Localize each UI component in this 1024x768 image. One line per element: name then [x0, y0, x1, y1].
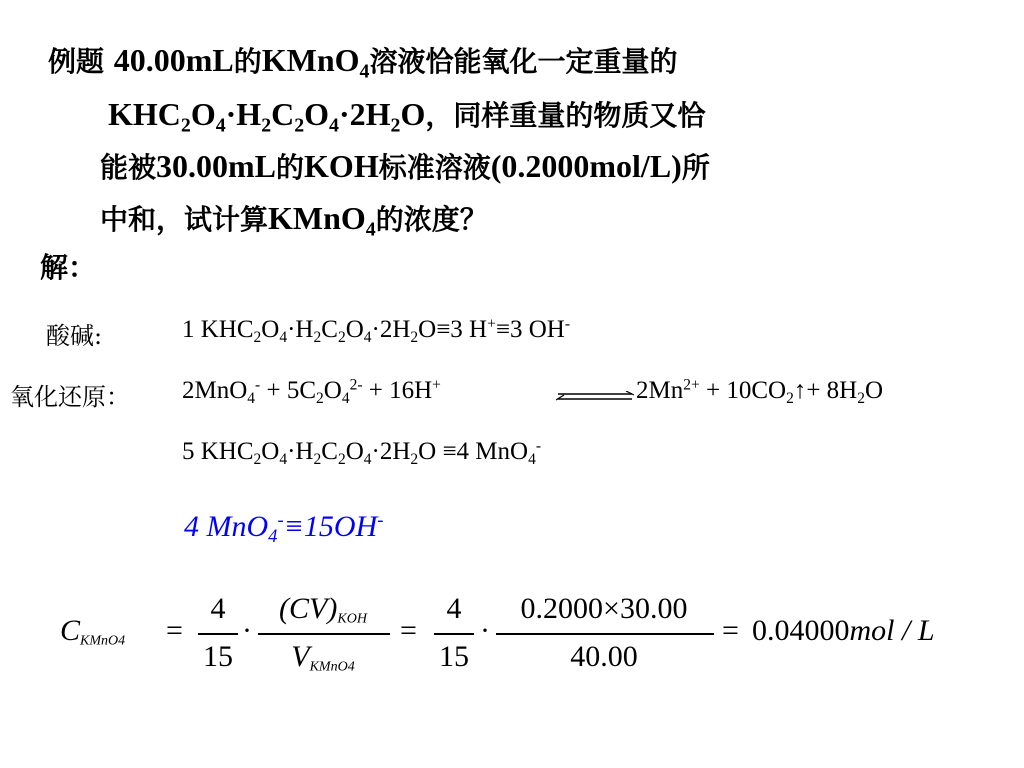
question-text: 能被: [100, 151, 157, 184]
fraction-numerator: 4: [446, 592, 462, 625]
formula-part: C: [271, 96, 295, 132]
subscript: 2: [261, 114, 272, 137]
fraction-cv-numerator: $(CV)_{KOH}$: [279, 592, 367, 627]
question-line-2: [108, 94, 706, 137]
fraction-bar: [434, 633, 474, 635]
fraction-numeric-denominator: [494, 640, 714, 674]
question-text: 所: [681, 151, 710, 184]
question-line-4: [100, 198, 488, 241]
example-label: 例题: [48, 45, 114, 78]
question-text: 的: [276, 151, 305, 184]
formula-part: O: [190, 96, 216, 132]
concentration-value: (0.2000mol/L): [490, 148, 682, 184]
result: [752, 614, 935, 648]
subscript: 2: [390, 114, 401, 137]
formula-part: ·2H: [338, 96, 391, 132]
question-text: 标准溶液: [378, 151, 491, 184]
formula-part: KHC: [108, 96, 181, 132]
acid-base-label: 酸碱:: [46, 322, 103, 350]
question-text: 中和，试计算: [100, 203, 269, 236]
fraction-denominator: 15: [203, 640, 233, 673]
question-text: 的浓度？: [375, 203, 488, 236]
subscript: 2: [294, 114, 305, 137]
formula-part: O: [400, 96, 426, 132]
result-unit: mol / L: [849, 614, 935, 647]
formula-kmno4: KMnO: [268, 200, 366, 236]
multiply-dot: ·: [242, 614, 252, 647]
formula-part: ·H: [225, 96, 262, 132]
equilibrium-arrow-icon: [556, 391, 634, 401]
formula-part: O: [304, 96, 330, 132]
fraction-4-15-second: [432, 592, 476, 626]
fraction-bar: [258, 633, 390, 635]
volume-value: 40.00mL: [113, 42, 234, 78]
redox-label: 氧化还原：: [10, 383, 130, 411]
question-text: 溶液恰能氧化一定重量的: [369, 45, 678, 78]
formula-koh: KOH: [304, 148, 379, 184]
acid-base-equation: 1 $KHC_2O_4\cdot H_2C_2O_4\cdot 2H_2O\equiv 3$ H+≡3 OH-: [182, 315, 570, 346]
fraction-4-15: [196, 592, 240, 626]
fraction-denominator-block: [432, 640, 476, 674]
redox-right: $2Mn^{2+}$ + $10CO_2↑+ 8H_2O$: [636, 376, 884, 407]
relation-2: 4 MnO$_4$-≡15OH-: [184, 509, 384, 547]
fraction-denominator: 15: [439, 640, 469, 673]
formula-kmno4: KMnO: [261, 42, 360, 78]
fraction-numerator: 0.2000×30.00: [520, 592, 688, 625]
result-value: 0.04000: [752, 614, 850, 647]
multiply-dot: ·: [480, 614, 490, 647]
relation-1: 5 $KHC_2O_4\cdot H_2C_2O_4\cdot 2H_2O \equiv 4$ MnO$_4$-: [182, 437, 541, 468]
subscript: 4: [329, 114, 339, 137]
fraction-denominator-block: [196, 640, 240, 674]
volume-value: 30.00mL: [156, 148, 277, 184]
solution-label: 解：: [40, 251, 97, 284]
subscript: 4: [215, 114, 226, 137]
subscript: 2: [180, 114, 191, 137]
fraction-bar: [496, 633, 714, 635]
formula-equals-1: =: [166, 614, 183, 647]
fraction-bar: [198, 633, 238, 635]
question-line-1: [48, 40, 678, 83]
question-text: 的: [233, 45, 262, 78]
fraction-v-denominator: $V_{KMnO4}$: [291, 640, 355, 675]
fraction-denominator: 40.00: [570, 640, 638, 673]
formula-equals-3: =: [722, 614, 739, 647]
question-line-3: [100, 146, 710, 186]
formula-lhs: $C_{KMnO4}$: [60, 614, 126, 649]
question-text: ，同样重量的物质又恰: [425, 99, 706, 132]
formula-equals-2: =: [400, 614, 417, 647]
subscript: 4: [365, 218, 376, 241]
redox-left: $2MnO_4^- + 5C_2O_4^{2-} + 16H^+$: [182, 376, 441, 407]
fraction-numerator: 4: [210, 592, 226, 625]
fraction-numeric-numerator: [494, 592, 714, 626]
subscript: 4: [359, 60, 370, 83]
